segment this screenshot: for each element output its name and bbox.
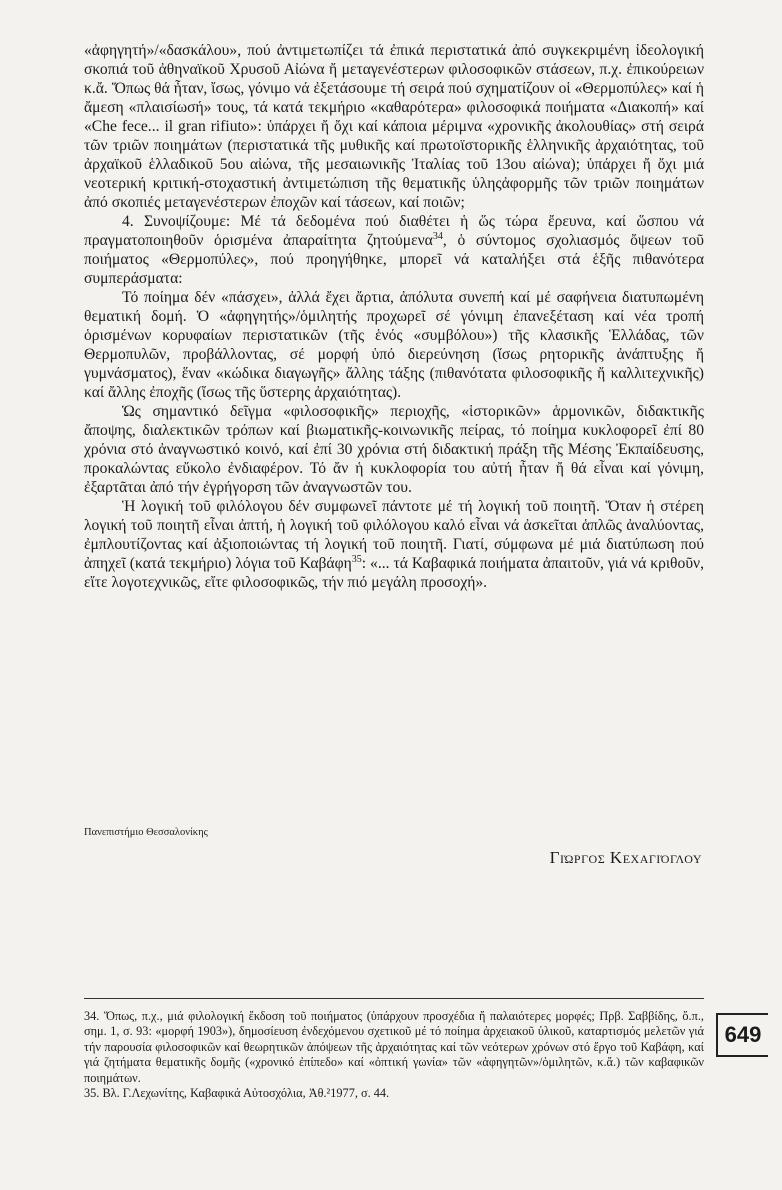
footnote-ref-34[interactable]: 34	[432, 230, 443, 242]
paragraph-2	[84, 212, 704, 288]
footnote-35: 35. Βλ. Γ.Λεχωνίτης, Καβαφικά Αὐτοσχόλια, Ἀθ.²1977, σ. 44.	[84, 1086, 390, 1101]
affiliation: Πανεπιστήμιο Θεσσαλονίκης	[84, 827, 208, 838]
footnote-ref-35[interactable]: 35	[351, 553, 362, 565]
footnotes	[84, 1009, 704, 1101]
paragraph-5-start: Ἡ λογική τοῦ φιλόλογου δέν συμφωνεῖ πάντοτε μέ τή λογική τοῦ ποιητῆ. Ὅταν ἡ στέρεη λογική τοῦ ποιητῆ εἶναι ἀπτή, ἡ λογική τοῦ φιλόλογου καλό εἶναι νά ἀσκεῖται ἁπλῶς ἀναλύοντας, ἐμπλουτίζοντας καί ἀξιοποιώντας τή λογική τοῦ ποιητῆ. Γιατί, σύμφωνα μέ μιά διατύπωση πού ἀπηχεῖ (κατά τεκμήριο) λόγια τοῦ Καβάφη	[84, 498, 704, 572]
author-name: Γιώργος Κεχαγιόγλου	[549, 848, 702, 867]
page-number-text: 649	[724, 1022, 762, 1047]
page-number	[716, 1013, 768, 1057]
paragraph-5-colon: :	[361, 555, 371, 572]
paragraph-3: Τό ποίημα δέν «πάσχει», ἀλλά ἔχει ἄρτια, ἀπόλυτα συνεπή καί μέ σαφήνεια διατυπωμένη θεματική δομή. Ὁ «ἀφηγητής»/ὁμιλητής προχωρεῖ σέ γόνιμη ἐπανεξέταση καί νέα τροπή ὁρισμένων κορυφαίων περιστατικῶν (τῆς ἑνός «συμβόλου») τῆς κλασικῆς Ἑλλάδας, τῶν Θερμοπυλῶν, προβάλλοντας, σέ μορφή ὑπό διερεύνηση (ἴσως ρητορικῆς ἀνάπτυξης ἤ γυμνάσματος), ἕναν «κώδικα διαγωγῆς» ἄλλης τάξης (πιθανότατα φιλοσοφικῆς ἤ καλλιτεχνικῆς) καί ἄλλης ἐποχῆς (ἴσως τῆς ὕστερης ἀρχαιότητας).	[84, 289, 704, 401]
paragraph-5	[84, 497, 704, 592]
paragraph-4: Ὡς σημαντικό δεῖγμα «φιλοσοφικῆς» περιοχῆς, «ἱστορικῶν» ἁρμονικῶν, διδακτικῆς ἄποψης, διαλεκτικῶν τρόπων καί βιωματικῆς-κοινωνικῆς πείρας, τό ποίημα κυκλοφορεῖ ἐπί 80 χρόνια στό ἀναγνωστικό κοινό, καί ἐπί 30 χρόνια στή διδακτική πράξη τῆς Μέσης Ἐκπαίδευσης, προκαλώντας εὔκολο ἐνδιαφέρον. Τό ἄν ἡ κυκλοφορία του αὐτή ἦταν ἤ θά εἶναι καί γόνιμη, ἐξαρτᾶται ἀπό τήν ἐγρήγορση τῶν ἀναγνωστῶν του.	[84, 403, 704, 496]
quote: «... τά Καβαφικά ποιήματα ἀπαιτοῦν, γιά νά κριθοῦν, εἴτε λογοτεχνικῶς, εἴτε φιλοσοφικῶς, τήν πιό μεγάλη προσοχή».	[84, 555, 704, 591]
paragraph-2-rest: , ὁ σύντομος σχολιασμός ὄψεων τοῦ ποιήματος «Θερμοπύλες», πού προηγήθηκε, μπορεῖ νά καταλήξει στά ἑξῆς πιθανότερα συμπεράσματα:	[84, 232, 704, 287]
footnote-divider	[84, 998, 704, 999]
footnote-34: 34. Ὅπως, π.χ., μιά φιλολογική ἔκδοση τοῦ ποιήματος (ὑπάρχουν προσχέδια ἤ παλαιότερες μορφές; Πρβ. Σαββίδης, ὅ.π., σημ. 1, σ. 93: «μορφή 1903»), δημοσίευση ἐνδεχόμενου σχετικοῦ μέ τό ποίημα ἀρχειακοῦ ὑλικοῦ, καταρτισμός μελετῶν γιά τήν παρουσία φιλοσοφικῶν καί θεωρητικῶν ἀπόψεων τῆς ἀρχαιότητας καί τῶν νεότερων χρόνων στό ἔργο τοῦ Καβάφη, καί γιά ζητήματα θεματικῆς δομῆς («χρονικό ἐπίπεδο» καί «ὀπτική γωνία» τῶν «ἀφηγητῶν»/ὁμιλητῶν, κ.ἄ.) τῶν καβαφικῶν ποιημάτων.	[84, 1009, 704, 1085]
paragraph-1: «ἀφηγητή»/«δασκάλου», πού ἀντιμετωπίζει τά ἐπικά περιστατικά ἀπό συγκεκριμένη ἰδεολογική σκοπιά τοῦ ἀθηναϊκοῦ Χρυσοῦ Αἰώνα ἤ μεταγενέστερων φιλοσοφικῶν στάσεων, π.χ. ἐπικούρειων κ.ἄ. Ὅπως θά ἦταν, ἴσως, γόνιμο νά ἐξετάσουμε τή σειρά πού σχηματίζουν οἱ «Θερμοπύλες» καί ἡ ἄμεση «πλαισίωσή» τους, τά κατά τεκμήριο «καθαρότερα» φιλοσοφικά ποιήματα «Διακοπή» καί «Che fece... il gran rifiuto»: ὑπάρχει ἤ ὄχι καί κάποια μέριμνα «χρονικῆς ἀκολουθίας» στή σειρά τῶν τριῶν ποιημάτων (περιστατικά τῆς μυθικῆς καί πρωτοϊστορικῆς ἑλληνικῆς ἀρχαιότητας, τοῦ ἀρχαϊκοῦ ἑλλαδικοῦ 5ου αἰώνα, τῆς μεσαιωνικῆς Ἰταλίας τοῦ 13ου αἰώνα); ὑπάρχει ἤ ὄχι μιά νεοτερική κριτική-στοχαστική ἀντιμετώπιση τῆς θεματικῆς ὑληςἀφορμῆς τῶν τριῶν ποιημάτων ἀπό σκοπιές μεταγενέστερων ἐποχῶν καί τάσεων, καί ποιῶν;	[84, 42, 704, 211]
main-text	[84, 41, 704, 592]
paragraph-2-start: 4. Συνοψίζουμε: Μέ τά δεδομένα πού διαθέτει ἡ ὥς τώρα ἔρευνα, καί ὥσπου νά πραγματοποιηθοῦν ὁρισμένα ἀπαραίτητα ζητούμενα	[84, 213, 704, 249]
